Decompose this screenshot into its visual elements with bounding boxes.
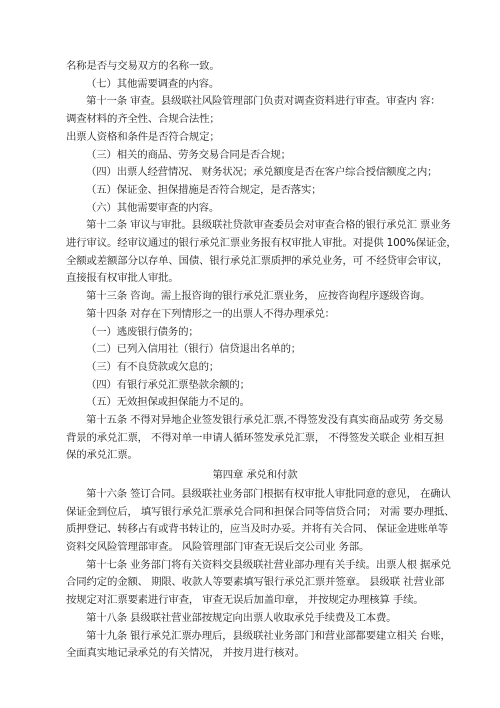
text-line: （二）已列入信用社（银行）信贷退出名单的； [86,343,302,356]
text-line: （一）逃废银行债务的； [86,325,199,338]
text-line: 质押登记、转移占有或背书转让的，应当及时办妥。并将有关合同、 保证金进账单等 [66,523,449,536]
text-line: 全额或差额部分以存单、国债、银行承兑汇票质押的承兑业务，可 不经贷审会审议， [66,254,449,267]
text-line: （三）相关的商品、劳务交易合同是否合规； [86,148,291,161]
chapter-heading: 第四章 承兑和付款 [212,469,298,482]
text-line: 第十七条 业务部门将有关资料交县级联社营业部办理有关手续。出票人根 据承兑 [86,558,451,571]
text-line: （六）其他需要审查的内容。 [86,201,220,214]
text-block-after-heading [66,486,455,663]
text-line: 第十九条 银行承兑汇票办理后，县级联社业务部门和营业部都要建立相关 台账， [86,629,451,642]
text-line: 资料交风险管理部审查。 风险管理部门审查无误后交公司业 务部。 [66,540,370,553]
text-line: （四）有银行承兑汇票垫款余额的； [86,378,250,391]
text-line: 全面真实地记录承兑的有关情况， 并按月进行核对。 [66,647,305,660]
text-line: 第十四条 对存在下列情形之一的出票人不得办理承兑： [86,307,335,320]
text-line: 直接报有权审批人审批。 [66,272,179,285]
text-block-before-heading [66,58,457,465]
text-line: 调查材料的齐全性、合规合法性； [66,113,220,126]
text-line: 合同约定的金额、 期限、收款人等要素填写银行承兑汇票并签章。 县级联 社营业部 [66,576,445,589]
text-line: 名称是否与交易双方的名称一致。 [66,60,220,72]
text-line: 第十二条 审议与审批。县级联社贷款审查委员会对审查合格的银行承兑汇 票业务 [86,219,451,232]
text-line: 第十六条 签订合同。县级联社业务部门根据有权审批人审批同意的意见， 在确认 [86,487,451,500]
text-line: 保的承兑汇票。 [66,449,138,462]
document-body [66,58,457,663]
text-line: 进行审议。经审议通过的银行承兑汇票业务报有权审批人审批。对提供 100%保证金， [66,237,457,250]
text-line: 第十三条 咨询。需上报咨询的银行承兑汇票业务， 应按咨询程序逐级咨询。 [86,290,431,303]
text-line: （七）其他需要调查的内容。 [86,77,220,90]
text-line: 出票人资格和条件是否符合规定； [66,130,220,143]
text-line: 第十一条 审查。县级联社风险管理部门负责对调查资料进行审查。审查内 容： [86,95,441,108]
text-line: （五）无效担保或担保能力不足的。 [86,396,250,409]
text-line: 背景的承兑汇票， 不得对单一申请人循环签发承兑汇票， 不得签发关联企 业相互担 [66,431,445,444]
text-line: 保证金到位后， 填写银行承兑汇票承兑合同和担保合同等信贷合同； 对需 要办理抵、 [66,505,455,518]
text-line: （三）有不良贷款或欠息的； [86,360,220,373]
text-line: 第十八条 县级联社营业部按规定向出票人收取承兑手续费及工本费。 [86,611,397,624]
text-line: （五）保证金、担保措施是否符合规定，是否落实； [86,183,322,196]
text-line: 第十五条 不得对异地企业签发银行承兑汇票,不得签发没有真实商品或劳 务交易 [86,414,444,427]
text-line: （四）出票人经营情况、 财务状况；承兑额度是否在客户综合授信额度之内； [86,166,438,179]
text-line: 按规定对汇票要素进行审查， 审查无误后加盖印章， 并按规定办理核算 手续。 [66,594,424,607]
